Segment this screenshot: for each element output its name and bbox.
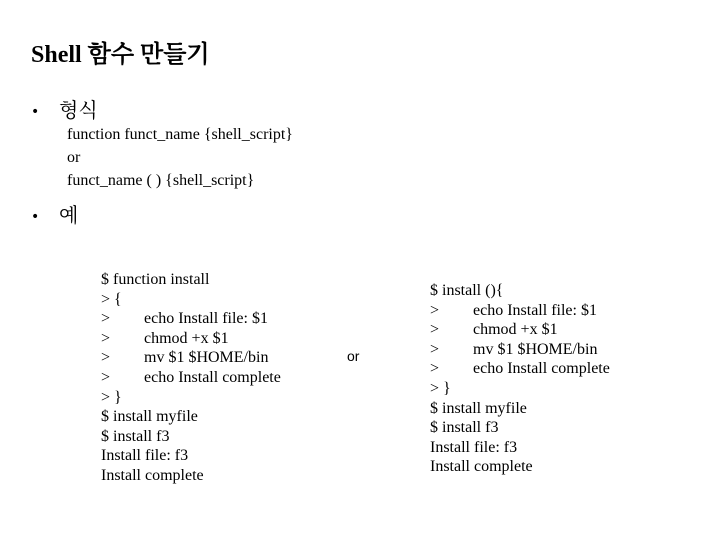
bullet-example	[31, 199, 78, 228]
prompt-marker: >	[430, 321, 440, 339]
code-line	[101, 466, 281, 486]
code-line	[430, 438, 610, 458]
code-text: Install file: f3	[101, 447, 189, 465]
syntax-line: funct_name ( ) {shell_script}	[67, 172, 255, 189]
syntax-line: or	[67, 149, 81, 166]
code-text: $ install myfile	[101, 408, 198, 426]
code-text: mv $1 $HOME/bin	[473, 340, 598, 358]
code-text: echo Install file: $1	[473, 301, 597, 319]
code-text: Install complete	[101, 466, 204, 484]
bullet-marker: •	[31, 208, 40, 225]
code-text: chmod +x $1	[144, 329, 229, 347]
code-line	[430, 359, 610, 379]
code-text: $ install f3	[101, 427, 170, 445]
syntax-block	[67, 123, 293, 192]
code-text: $ function install	[101, 271, 210, 288]
code-line	[101, 407, 281, 427]
prompt-marker: >	[430, 360, 440, 378]
code-line	[430, 320, 610, 340]
code-line	[101, 368, 281, 388]
prompt-marker: >	[430, 301, 440, 319]
code-line	[101, 446, 281, 466]
prompt-marker: >	[101, 349, 111, 367]
code-text: echo Install complete	[473, 360, 610, 378]
bullet-format	[31, 94, 98, 123]
code-line	[101, 309, 281, 329]
code-line	[430, 340, 610, 360]
code-line	[430, 457, 610, 477]
code-text: > }	[101, 388, 122, 406]
syntax-line: function funct_name {shell_script}	[67, 126, 293, 143]
code-line	[101, 388, 281, 408]
code-line	[430, 301, 610, 321]
code-line	[430, 418, 610, 438]
code-line	[430, 281, 610, 301]
bullet-label: 형식	[59, 98, 98, 122]
code-line	[430, 399, 610, 419]
bullet-marker: •	[31, 103, 40, 120]
code-text: echo Install complete	[144, 368, 281, 386]
code-text: > }	[430, 379, 451, 397]
or-label: or	[347, 348, 360, 364]
bullet-label: 예	[59, 203, 79, 227]
prompt-marker: >	[101, 329, 111, 347]
code-text: > {	[101, 290, 122, 308]
code-text: mv $1 $HOME/bin	[144, 349, 269, 367]
code-text: $ install (){	[430, 282, 504, 299]
prompt-marker: >	[101, 368, 111, 386]
code-text: $ install f3	[430, 419, 499, 437]
code-line	[430, 379, 610, 399]
code-line	[101, 329, 281, 349]
code-line	[101, 270, 281, 290]
slide-title: Shell 함수 만들기	[31, 42, 210, 68]
code-line	[101, 290, 281, 310]
prompt-marker: >	[101, 310, 111, 328]
code-text: Install complete	[430, 458, 533, 476]
code-text: chmod +x $1	[473, 321, 558, 339]
code-text: $ install myfile	[430, 399, 527, 417]
example-code-right	[430, 281, 610, 477]
code-line	[101, 427, 281, 447]
code-text: echo Install file: $1	[144, 310, 268, 328]
code-text: Install file: f3	[430, 438, 518, 456]
code-line	[101, 348, 281, 368]
example-code-left	[101, 270, 281, 486]
prompt-marker: >	[430, 340, 440, 358]
